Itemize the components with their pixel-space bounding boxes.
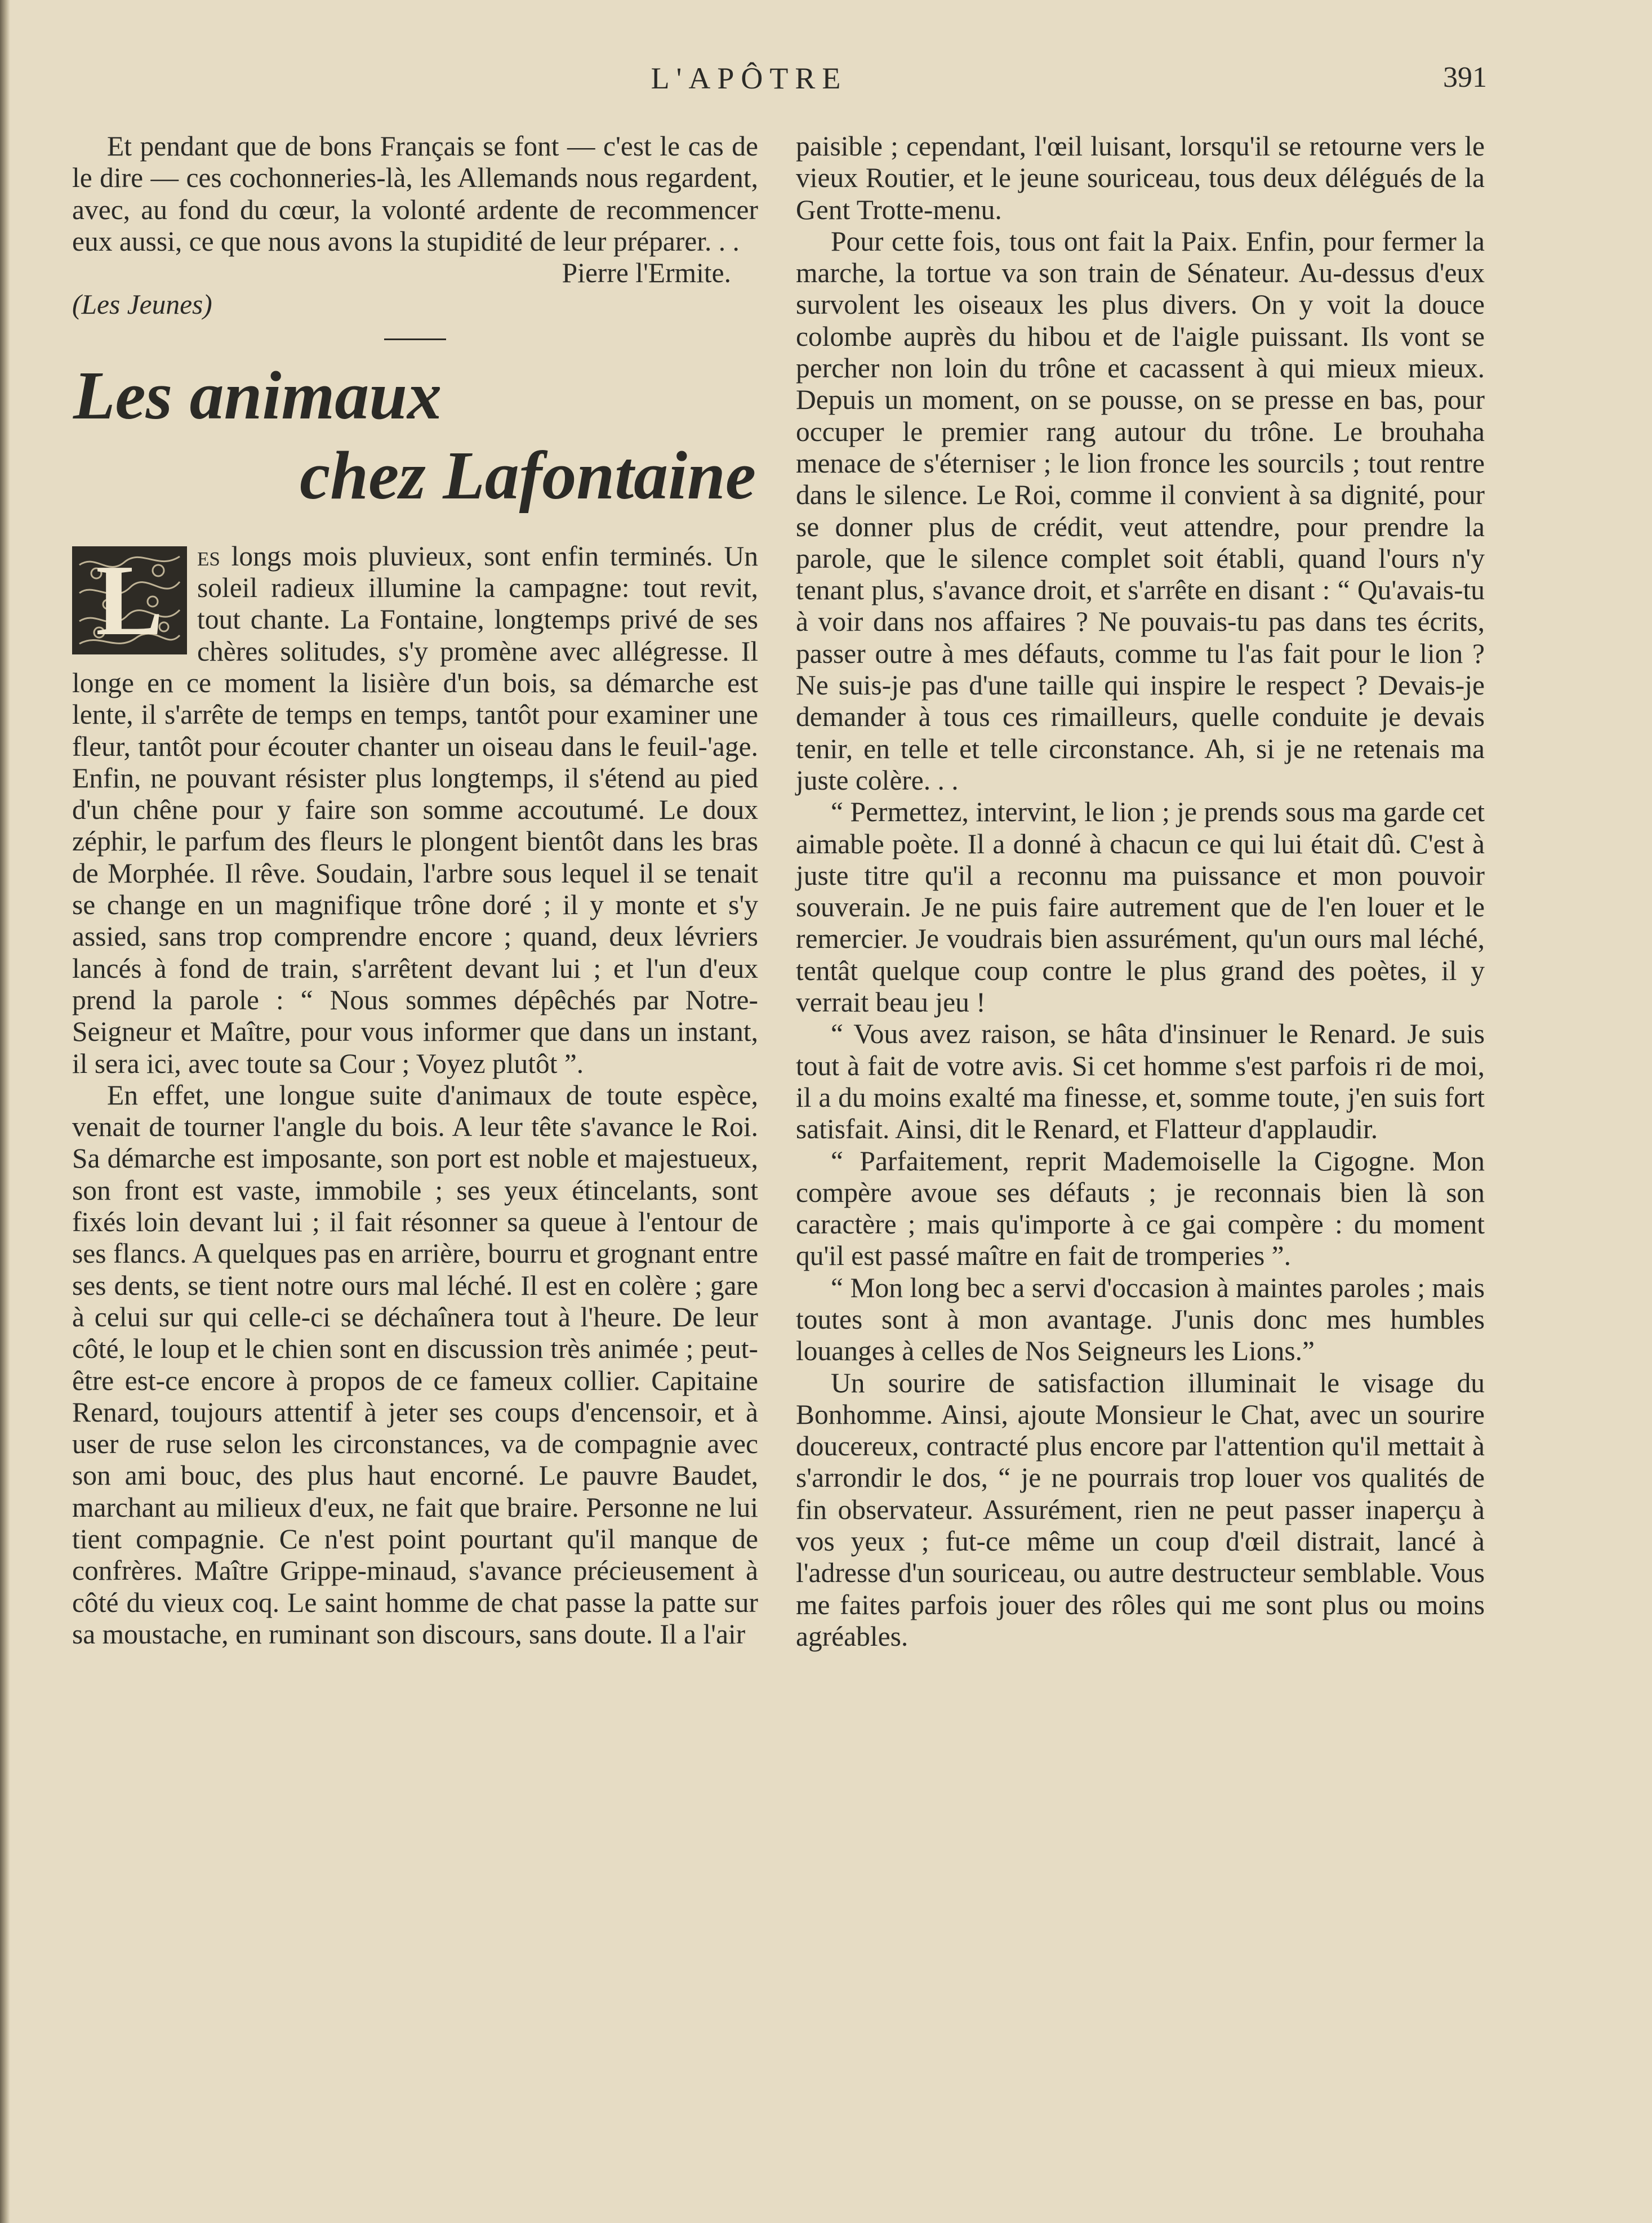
source-note: (Les Jeunes) [72,289,212,320]
signature [72,257,758,289]
article-paragraph-2: En effet, une longue suite d'animaux de toute espèce, venait de tourner l'angle du bois. A leur tête s'avance le Roi. Sa démarche est imposante, son port est noble et majestueux, son front est vaste, immobile ; ses yeux étincelants, sont fixés loin devant lui ; il fait résonner sa queue à l'entour de ses flancs. A quelques pas en arrière, bourru et grognant entre ses dents, se tient notre ours mal léché. Il est en colère ; gare à celui sur qui celle-ci se déchaînera tout à l'heure. De leur côté, le loup et le chien sont en discussion très animée ; peut-être est-ce encore à propos de ce fameux collier. Capitaine Renard, toujours attentif à jeter ses coups d'encensoir, et à user de ruse selon les circonstances, va de compagnie avec son ami bouc, des plus haut encorné. Le pauvre Baudet, marchant au milieux d'eux, ne fait que braire. Personne ne lui tient compagnie. Ce n'est point pourtant qu'il manque de confrères. Maître Grippe-minaud, s'avance précieusement à côté du vieux coq. Le saint homme de chat passe la patte sur sa moustache, en ruminant son discours, sans doute. Il a l'air [72,1079,758,1650]
dropcap-letter: L [95,544,164,656]
signature-first: Pierre l' [562,257,648,289]
article-paragraph-5: “ Permettez, intervint, le lion ; je prends sous ma garde cet aimable poète. Il a donné à chacun ce qui lui était dû. C'est à juste titre qu'il a reconnu ma puissance et mon pouvoir souverain. Je ne puis faire autrement que de l'en louer et le remercier. Je voudrais bien assurément, qu'un ours mal léché, tentât quelque coup contre le plus grand des poètes, il y verrait beau jeu ! [796,796,1485,1018]
page-binding-edge [0,0,10,2223]
article-title-line2: chez Lafontaine [300,437,756,514]
ornamental-dropcap [72,546,187,654]
article-paragraph-8: “ Mon long bec a servi d'occasion à maintes paroles ; mais toutes sont à mon avantage. J'unis donc mes humbles louanges à celles de Nos Seigneurs les Lions.” [796,1272,1485,1367]
right-column [796,131,1485,1652]
intro-paragraph: Et pendant que de bons Français se font — c'est le cas de le dire — ces cochonneries-là, les Allemands nous regardent, avec, au fond du cœur, la volonté ardente de recommencer eux aussi, ce que nous avons la stupidité de leur préparer. . . [72,131,758,257]
running-header-title: L'APÔTRE [651,61,848,95]
article-paragraph-3: paisible ; cependant, l'œil luisant, lorsqu'il se retourne vers le vieux Routier, et le jeune souriceau, tous deux délégués de la Gent Trotte-menu. [796,131,1485,225]
left-column [72,131,758,1650]
article-paragraph-6: “ Vous avez raison, se hâta d'insinuer le Renard. Je suis tout à fait de votre avis. Si cet homme s'est parfois ri de moi, il a du moins exalté ma finesse, et, somme toute, j'en suis fort satisfait. Ainsi, dit le Renard, et Flatteur d'applaudir. [796,1018,1485,1145]
signature-last: Ermite. [648,257,731,289]
article-paragraph-7: “ Parfaitement, reprit Mademoiselle la Cigogne. Mon compère avoue ses défauts ; je reconnais bien là son caractère ; mais qu'importe à ce gai compère : du moment qu'il est passé maître en fait de tromperies ”. [796,1145,1485,1272]
page-number: 391 [1443,61,1487,93]
dropcap-continuation: es [197,540,220,572]
section-divider [72,321,758,353]
article-paragraph-1-text: longs mois pluvieux, sont enfin terminés. Un soleil radieux illumine la campagne: tout revit, tout chante. La Fontaine, longtemps privé de ses chères solitudes, s'y promène avec allégresse. Il longe en ce moment la lisière d'un bois, sa démarche est lente, il s'arrête de temps en temps, tantôt pour examiner une fleur, tantôt pour écouter chanter un oiseau dans le feuil-'age. Enfin, ne pouvant résister plus longtemps, il s'étend au pied d'un chêne pour y faire son somme accoutumé. Le doux zéphir, le parfum des fleurs le plongent bientôt dans les bras de Morphée. Il rêve. Soudain, l'arbre sous lequel il se tenait se change en un magnifique trône doré ; il y monte et s'y assied, sans trop comprendre encore ; quand, deux lévriers lancés à fond de train, s'arrêtent devant lui ; et l'un d'eux prend la parole : “ Nous sommes dépêchés par Notre-Seigneur et Maître, pour vous informer que dans un instant, il sera ici, avec toute sa Cour ; Voyez plutôt ”. [72,540,758,1079]
article-paragraph-9: Un sourire de satisfaction illuminait le visage du Bonhomme. Ainsi, ajoute Monsieur le Chat, avec un sourire doucereux, contracté plus encore par l'attention qu'il mettait à s'arrondir le dos, “ je ne pourrais trop louer vos qualités de fin observateur. Assurément, rien ne peut passer inaperçu à vos yeux ; fut-ce même un coup d'œil distrait, lancé à l'adresse d'un souriceau, ou autre destructeur semblable. Vous me faites parfois jouer des rôles qui me sont plus ou moins agréables. [796,1367,1485,1652]
article-title-line1: Les animaux [73,357,442,434]
article-title [72,356,758,516]
article-paragraph-4: Pour cette fois, tous ont fait la Paix. Enfin, pour fermer la marche, la tortue va son train de Sénateur. Au-dessus d'eux survolent les oiseaux les plus divers. On y voit la douce colombe auprès du hibou et de l'aigle puissant. Ils vont se percher non loin du trône et cacassent à qui mieux mieux. Depuis un moment, on se pousse, on se presse en bas, pour occuper le premier rang autour du trône. Le brouhaha menace de s'éterniser ; le lion fronce les sourcils ; tout rentre dans le silence. Le Roi, comme il convient à sa dignité, pour se donner plus de crédit, veut attendre, pour prendre la parole, que le silence complet soit établi, quand l'ours n'y tenant plus, s'avance droit, et s'arrête en disant : “ Qu'avais-tu à voir dans nos affaires ? Ne pouvais-tu pas dans tes écrits, passer outre à mes défauts, comme tu l'as fait pour le lion ? Ne suis-je pas d'une taille qui inspire le respect ? Devais-je demander à tous ces rimailleurs, quelle conduite je devais tenir, en telle et telle circonstance. Ah, si je ne retenais ma juste colère. . . [796,225,1485,796]
